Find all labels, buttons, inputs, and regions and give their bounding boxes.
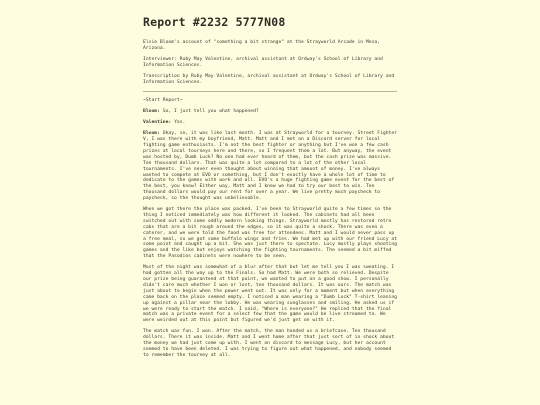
intro-paragraph: Elsie Bloom's account of "something a bit strange" at the Strayworld Arcade in Mesa, Arizona. [143,40,381,51]
report-body [143,40,397,364]
divider [143,91,397,92]
start-marker: ~Start Report~ [143,98,183,104]
intro-paragraph: Interviewer: Ruby May Valentine, archival assistant at Ordway's School of Library and Information Sciences. [143,56,383,68]
intro-paragraph: Transcription by Ruby May Valentine, archival assistant at Ordway's School of Library and Information Sciences. [143,73,395,85]
dialogue-line [143,131,397,202]
body-paragraph: Most of the night was somewhat of a blur after that but let me tell you I was sweating. I had gotten all the way up to the Finals. So had Matt. We were both so relieved. Despite our prize being guaranteed at that point, we wanted to put on a good show. I personally didn't care much whether I won or lost, ten thousand dollars. It was ours. The match was just about to begin when the power went out. It was only for a moment but when everything came back on the place seemed empty. I noticed a man wearing a "Dumb Luck" T-shirt leaning up against a pillar near the lobby. He was wearing sunglasses and smiling. He asked us if we were ready to start the match. I said, "Where is everyone?" He replied that the final match was a private event for a select few that the game would be live streamed to. We were weirded out at this point but figured we'd just get on with it. [143,265,397,324]
speaker-label: Bloom: [143,131,160,137]
dialogue-text: So, I just tell you what happened? [162,109,259,115]
dialogue-text: Yes. [174,120,186,126]
dialogue-line [143,120,397,126]
speaker-label: Bloom: [143,109,160,115]
dialogue-line [143,109,397,115]
speaker-label: Valentine: [143,120,172,126]
body-paragraph: The match was fun. I won. After the match, the man handed us a briefcase. Ten thousand dollars. There it was inside. Matt and I went home after that just sort of in shock about the money we had just come up with. I went on discord to message Lucy, but her account seemed to have been deleted. I was trying to figure out what happened, and nobody seemed to remember the tourney at all. [143,329,395,358]
report-title: Report #2232 5777N08 [143,15,286,29]
body-paragraph: When we got there the place was packed. I've been to Strayworld quite a few times so the thing I noticed immediately was how different it looked. The cabinets had all been switched out with some oddly modern looking things. Strayworld mostly has restored retro cabs that are a bit rough around the edges, so it was quite a shock. There was even a caterer, and we were told the food was free for attendees. Matt and I would never pass up a free meal, so we got some buffalo wings and fries. We had met up with our friend Lucy at some point and caught up a bit. She was just there to spectate. Lucy mostly plays shooting games and the like but enjoys watching the fighting tournaments. The seemed a bit miffed that the Pasodios cabinets were nowhere to be seen. [143,207,397,260]
dialogue-text: Okay, so, it was like last month. I was at Strayworld for a tourney. Street Fighter V, I was there with my boyfriend, Matt. Matt and I met on a Discord server for local fighting game enthusiasts. I'm not the best fighter or anything but I've won a few cash prizes at local tourneys here and there, so I frequent them a lot. But anyway, the event was hosted by, Dumb Luck? No one had ever heard of them, but the cash prize was massive. Ten thousand dollars. That was quite a lot compared to a lot of the other local tournaments. I've never even thought about winning that amount of money. I've always wanted to compete at EVO or something, but I don't exactly have a whole lot of time to dedicate to the games with work and all. EVO's a huge fighting game event for the best of the best, you know? Either way, Matt and I knew we had to try our best to win. Ten thousand dollars would pay our rent for over a year. We live pretty much paycheck to paycheck, so the thought was unbelievable. [143,131,398,202]
